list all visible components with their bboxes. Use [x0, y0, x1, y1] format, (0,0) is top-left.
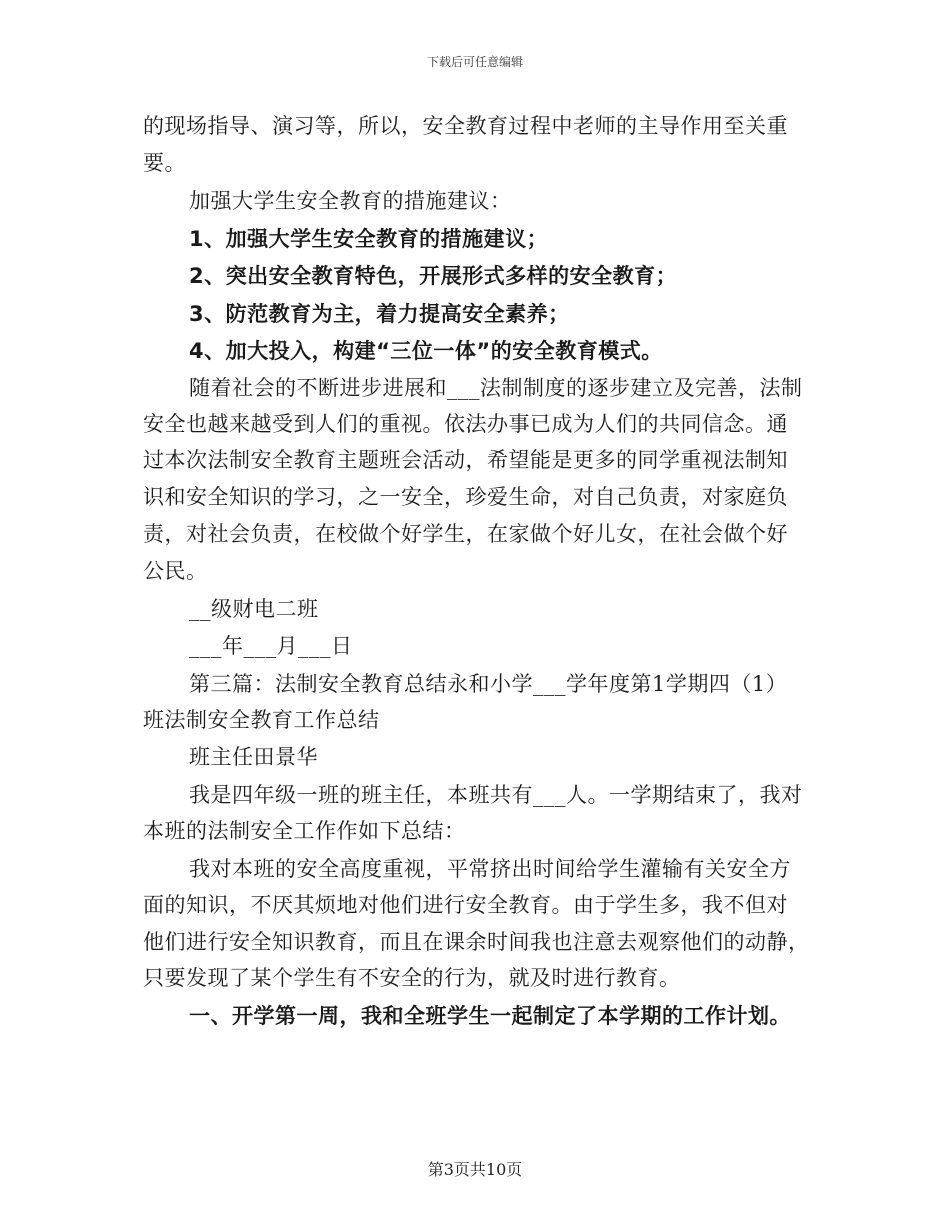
paragraph-line: 本班的法制安全工作作如下总结： — [143, 819, 466, 843]
paragraph-line: 面的知识，不厌其烦地对他们进行安全教育。由于学生多，我不但对 — [143, 893, 788, 917]
paragraph-line: 随着社会的不断进步进展和___法制制度的逐步建立及完善，法制 — [189, 376, 803, 400]
paragraph-line: 责，对社会负责，在校做个好学生，在家做个好儿女，在社会做个好 — [143, 522, 788, 546]
heading-item: 一、开学第一周，我和全班学生一起制定了本学期的工作计划。 — [189, 1004, 791, 1028]
paragraph-line: 公民。 — [143, 559, 208, 583]
paragraph-line: 我是四年级一班的班主任，本班共有___人。一学期结束了，我对 — [189, 783, 803, 807]
paragraph-line: 要。 — [143, 151, 186, 175]
class-name-line: __级财电二班 — [189, 597, 319, 621]
paragraph-line: 安全也越来越受到人们的重视。依法办事已成为人们的共同信念。通 — [143, 412, 788, 436]
numbered-item: 4、加大投入，构建“三位一体”的安全教育模式。 — [189, 339, 663, 363]
page-number: 第3页共10页 — [427, 1160, 523, 1179]
section-title: 班法制安全教育工作总结 — [143, 708, 380, 732]
page-header: 下载后可任意编辑 — [426, 55, 523, 69]
teacher-name: 班主任田景华 — [189, 745, 318, 769]
paragraph-line: 过本次法制安全教育主题班会活动，希望能是更多的同学重视法制知 — [143, 448, 788, 472]
paragraph-line: 识和安全知识的学习，之一安全，珍爱生命，对自己负责，对家庭负 — [143, 485, 788, 509]
section-title: 第三篇：法制安全教育总结永和小学___学年度第1学期四（1） — [189, 672, 788, 696]
date-line: ___年___月___日 — [189, 634, 353, 658]
numbered-item: 2、突出安全教育特色，开展形式多样的安全教育； — [189, 264, 678, 288]
paragraph-line: 只要发现了某个学生有不安全的行为，就及时进行教育。 — [143, 966, 681, 990]
paragraph-line: 的现场指导、演习等，所以，安全教育过程中老师的主导作用至关重 — [143, 114, 788, 138]
paragraph-line: 他们进行安全知识教育，而且在课余时间我也注意去观察他们的动静， — [143, 930, 810, 954]
paragraph-line: 我对本班的安全高度重视，平常挤出时间给学生灌输有关安全方 — [189, 857, 791, 881]
numbered-item: 1、加强大学生安全教育的措施建议； — [189, 227, 549, 251]
paragraph-line: 加强大学生安全教育的措施建议： — [189, 189, 512, 213]
numbered-item: 3、防范教育为主，着力提高安全素养； — [189, 302, 570, 326]
